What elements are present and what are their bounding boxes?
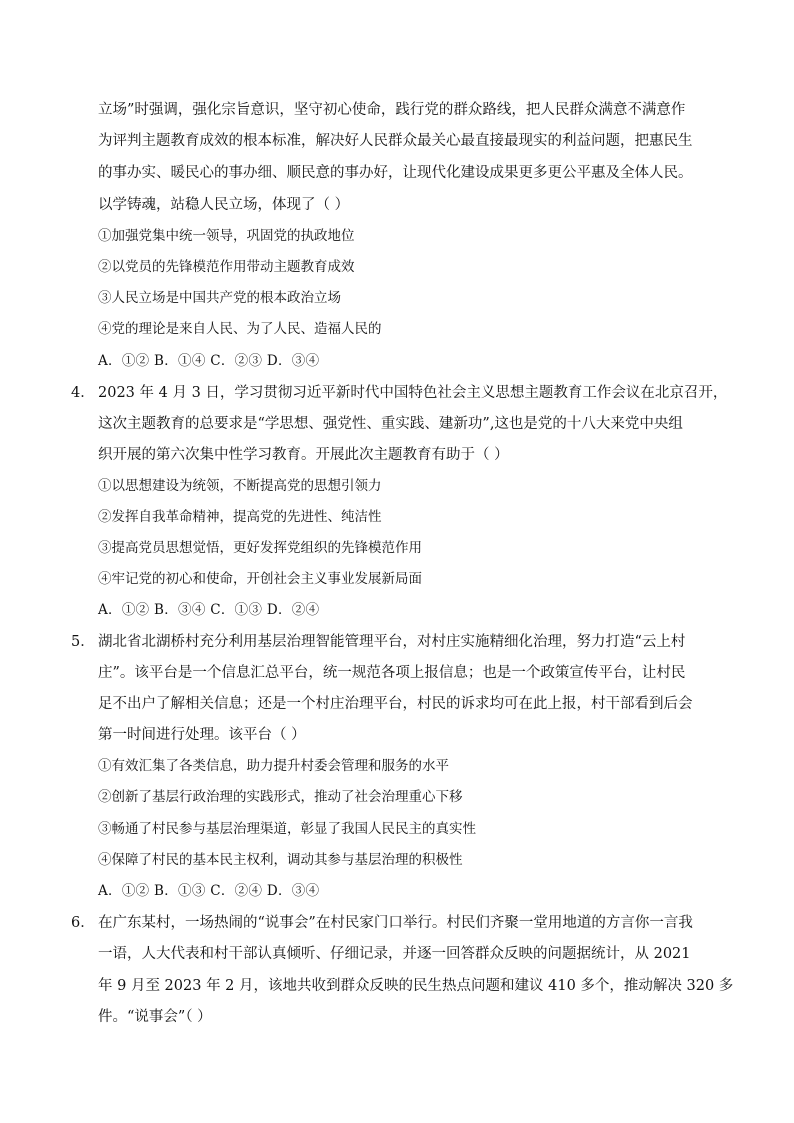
q6-stem-line-2: 一语，人大代表和村干部认真倾听、仔细记录，并逐一回答群众反映的问题据统计，从 2021 [98,946,691,962]
q5-stem-line-4: 第一时间进行处理。该平台（ ） [98,727,306,743]
q5-stem-line-2: 庄”。该平台是一个信息汇总平台，统一规范各项上报信息；也是一个政策宣传平台，让村民 [98,665,686,681]
q5-number: 5． [71,634,95,650]
q3-answer-choices: A．①② B．①④ C．②③ D．③④ [98,353,320,369]
q4-stem-line-2: 这次主题教育的总要求是“学思想、强党性、重实践、建新功”,这也是党的十八大来党中央组 [98,416,683,432]
q3-option-3: ③人民立场是中国共产党的根本政治立场 [98,290,341,306]
q5-option-2: ②创新了基层行政治理的实践形式，推动了社会治理重心下移 [98,789,463,805]
q6-stem-line-3: 年 9 月至 2023 年 2 月，该地共收到群众反映的民生热点问题和建议 410 多个，推动解决 320 多 [98,978,734,994]
q3-option-1: ①加强党集中统一领导，巩固党的执政地位 [98,228,355,244]
q3-stem-line-4: 以学铸魂，站稳人民立场，体现了（ ） [98,197,350,213]
q4-option-1: ①以思想建设为统领，不断提高党的思想引领力 [98,478,382,494]
q5-option-1: ①有效汇集了各类信息，助力提升村委会管理和服务的水平 [98,758,449,774]
q5-answer-choices: A．①② B．①③ C．②④ D．③④ [98,883,320,899]
q6-stem-line-4: 件。“说事会”（ ） [98,1009,212,1025]
q6-number: 6． [71,915,95,931]
q5-option-3: ③畅通了村民参与基层治理渠道，彰显了我国人民民主的真实性 [98,821,476,837]
q4-option-3: ③提高党员思想觉悟，更好发挥党组织的先锋模范作用 [98,540,422,556]
q3-stem-line-3: 的事办实、暖民心的事办细、顺民意的事办好，让现代化建设成果更多更公平惠及全体人民。 [98,165,693,181]
q4-stem-line-1: 2023 年 4 月 3 日，学习贯彻习近平新时代中国特色社会主义思想主题教育工作会议在北京召开， [98,385,728,401]
q5-option-4: ④保障了村民的基本民主权利，调动其参与基层治理的积极性 [98,852,463,868]
q4-number: 4． [71,385,95,401]
q4-answer-choices: A．①② B．③④ C．①③ D．②④ [98,602,320,618]
q3-option-2: ②以党员的先锋模范作用带动主题教育成效 [98,259,355,275]
q6-stem-line-1: 在广东某村，一场热闹的“说事会”在村民家门口举行。村民们齐聚一堂用地道的方言你一言我 [98,915,693,931]
q5-stem-line-3: 足不出户了解相关信息；还是一个村庄治理平台，村民的诉求均可在此上报，村干部看到后会 [98,696,693,712]
q4-stem-line-3: 织开展的第六次集中性学习教育。开展此次主题教育有助于（ ） [98,447,509,463]
q3-stem-line-2: 为评判主题教育成效的根本标准，解决好人民群众最关心最直接最现实的利益问题，把惠民生 [98,133,693,149]
q4-option-2: ②发挥自我革命精神，提高党的先进性、纯洁性 [98,509,382,525]
q4-option-4: ④牢记党的初心和使命，开创社会主义事业发展新局面 [98,571,422,587]
q3-option-4: ④党的理论是来自人民、为了人民、造福人民的 [98,321,382,337]
q5-stem-line-1: 湖北省北湖桥村充分利用基层治理智能管理平台，对村庄实施精细化治理，努力打造“云上村 [98,634,686,650]
q3-stem-line-1: 立场”时强调，强化宗旨意识，坚守初心使命，践行党的群众路线，把人民群众满意不满意作 [98,102,686,118]
